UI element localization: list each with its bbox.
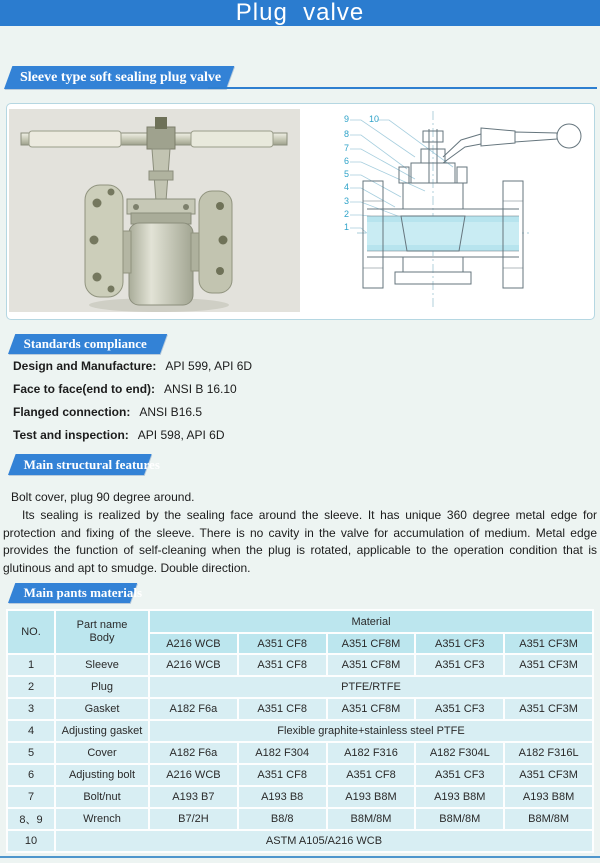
callout-5: 5 <box>344 169 350 179</box>
callout-1: 1 <box>344 222 350 232</box>
grade-cell: A216 WCB <box>150 634 237 653</box>
cell-value: B7/2H <box>150 809 237 829</box>
cell-value: A193 B7 <box>150 787 237 807</box>
cell-no: 6 <box>8 765 54 785</box>
cell-no: 4 <box>8 721 54 741</box>
cell-part: Cover <box>56 743 148 763</box>
valve-image-panel <box>6 103 595 320</box>
table-header-row <box>8 611 592 632</box>
cell-part: Plug <box>56 677 148 697</box>
section-title: Main structural features <box>23 456 161 472</box>
cell-part: Sleeve <box>56 655 148 675</box>
header-body-label: Body <box>89 632 115 644</box>
page-bottom-rule <box>0 856 600 858</box>
cell-value: A216 WCB <box>150 765 237 785</box>
header-part-name <box>56 611 148 653</box>
cell-part: Bolt/nut <box>56 787 148 807</box>
cell-part: Adjusting bolt <box>56 765 148 785</box>
standards-item <box>13 378 573 401</box>
cell-value-span: Flexible graphite+stainless steel PTFE <box>150 721 592 741</box>
cell-part: Adjusting gasket <box>56 721 148 741</box>
cell-value: B8/8 <box>239 809 326 829</box>
section-banner-materials <box>8 583 143 603</box>
cell-value: A182 F304 <box>239 743 326 763</box>
cell-value: A351 CF3M <box>505 655 592 675</box>
cell-value: A351 CF8 <box>239 699 326 719</box>
valve-photo <box>9 109 300 312</box>
table-row <box>8 677 592 697</box>
callout-8: 8 <box>344 129 350 139</box>
header-no: NO. <box>8 611 54 653</box>
section-title: Main pants materials <box>23 585 143 600</box>
callout-9: 9 <box>344 114 350 124</box>
table-row <box>8 765 592 785</box>
standards-label: Flanged connection: <box>13 405 131 419</box>
table-row <box>8 721 592 741</box>
section-banner-features <box>8 454 161 475</box>
header-material: Material <box>150 611 592 632</box>
cell-no: 2 <box>8 677 54 697</box>
cell-no: 8、9 <box>8 809 54 829</box>
callout-3: 3 <box>344 196 350 206</box>
features-paragraph: Its sealing is realized by the sealing face around the sleeve. It has unique 360 degree metal edge for protection and fixing of the sleeve. There is no cavity in the valve for accumulation of medium. Metal edge provides the function of self-cleaning when the plug is rotated, applicable to the operation condition that is glutinous and apt to smudge. Double direction. <box>3 508 597 575</box>
cell-value: A182 F316 <box>328 743 415 763</box>
cell-value: A182 F304L <box>416 743 503 763</box>
cell-value: A351 CF8 <box>239 765 326 785</box>
section-title: Standards compliance <box>23 336 147 351</box>
cell-no: 1 <box>8 655 54 675</box>
cell-no: 10 <box>8 831 54 851</box>
cell-value: A182 F6a <box>150 743 237 763</box>
cell-value: B8M/8M <box>328 809 415 829</box>
cell-value: A351 CF3 <box>416 655 503 675</box>
grade-cell: A351 CF3 <box>416 634 503 653</box>
cell-value: A193 B8M <box>328 787 415 807</box>
callout-2: 2 <box>344 209 350 219</box>
standards-item <box>13 355 573 378</box>
standards-label: Face to face(end to end): <box>13 382 156 396</box>
cell-value-span: PTFE/RTFE <box>150 677 592 697</box>
callout-6: 6 <box>344 156 350 166</box>
cell-value: A351 CF8M <box>328 699 415 719</box>
features-line1: Bolt cover, plug 90 degree around. <box>11 490 195 504</box>
cell-value: A351 CF3 <box>416 699 503 719</box>
section-banner-standards <box>8 334 167 354</box>
standards-value: API 598, API 6D <box>137 428 225 442</box>
cell-value: B8M/8M <box>505 809 592 829</box>
cell-value: A351 CF8M <box>328 655 415 675</box>
cell-value-span: ASTM A105/A216 WCB <box>56 831 592 851</box>
materials-table <box>6 609 594 853</box>
cell-value: A351 CF3M <box>505 765 592 785</box>
cell-value: A351 CF8 <box>328 765 415 785</box>
banner-rule <box>208 87 597 89</box>
cell-value: A182 F6a <box>150 699 237 719</box>
cell-value: A193 B8M <box>505 787 592 807</box>
standards-list <box>13 355 573 447</box>
standards-value: ANSI B 16.10 <box>164 382 237 396</box>
cell-value: A351 CF3 <box>416 765 503 785</box>
cell-value: A351 CF3M <box>505 699 592 719</box>
standards-item <box>13 424 573 447</box>
cell-part: Gasket <box>56 699 148 719</box>
cell-value: A351 CF8 <box>239 655 326 675</box>
section-title: Sleeve type soft sealing plug valve <box>20 69 222 85</box>
section-banner-sleeve-type <box>4 66 234 89</box>
grade-cell: A351 CF8 <box>239 634 326 653</box>
page-title-banner <box>0 0 600 26</box>
table-row <box>8 787 592 807</box>
grade-cell: A351 CF8M <box>328 634 415 653</box>
cell-value: A193 B8M <box>416 787 503 807</box>
table-row <box>8 809 592 829</box>
grade-cell: A351 CF3M <box>505 634 592 653</box>
materials-table-wrap <box>6 609 594 853</box>
cell-value: A193 B8 <box>239 787 326 807</box>
page-title: Plug valve <box>235 0 365 26</box>
table-row <box>8 831 592 851</box>
cell-value: B8M/8M <box>416 809 503 829</box>
standards-label: Design and Manufacture: <box>13 359 157 373</box>
table-row <box>8 655 592 675</box>
cell-part: Wrench <box>56 809 148 829</box>
callout-10: 10 <box>369 114 380 124</box>
standards-label: Test and inspection: <box>13 428 129 442</box>
standards-value: ANSI B16.5 <box>139 405 203 419</box>
cell-value: A182 F316L <box>505 743 592 763</box>
callout-7: 7 <box>344 143 350 153</box>
callout-4: 4 <box>344 182 350 192</box>
table-row <box>8 699 592 719</box>
header-part-label: Part name <box>76 619 128 631</box>
cell-no: 7 <box>8 787 54 807</box>
cell-value: A216 WCB <box>150 655 237 675</box>
cell-no: 3 <box>8 699 54 719</box>
table-row <box>8 743 592 763</box>
standards-value: API 599, API 6D <box>165 359 253 373</box>
cell-no: 5 <box>8 743 54 763</box>
standards-item <box>13 401 573 424</box>
